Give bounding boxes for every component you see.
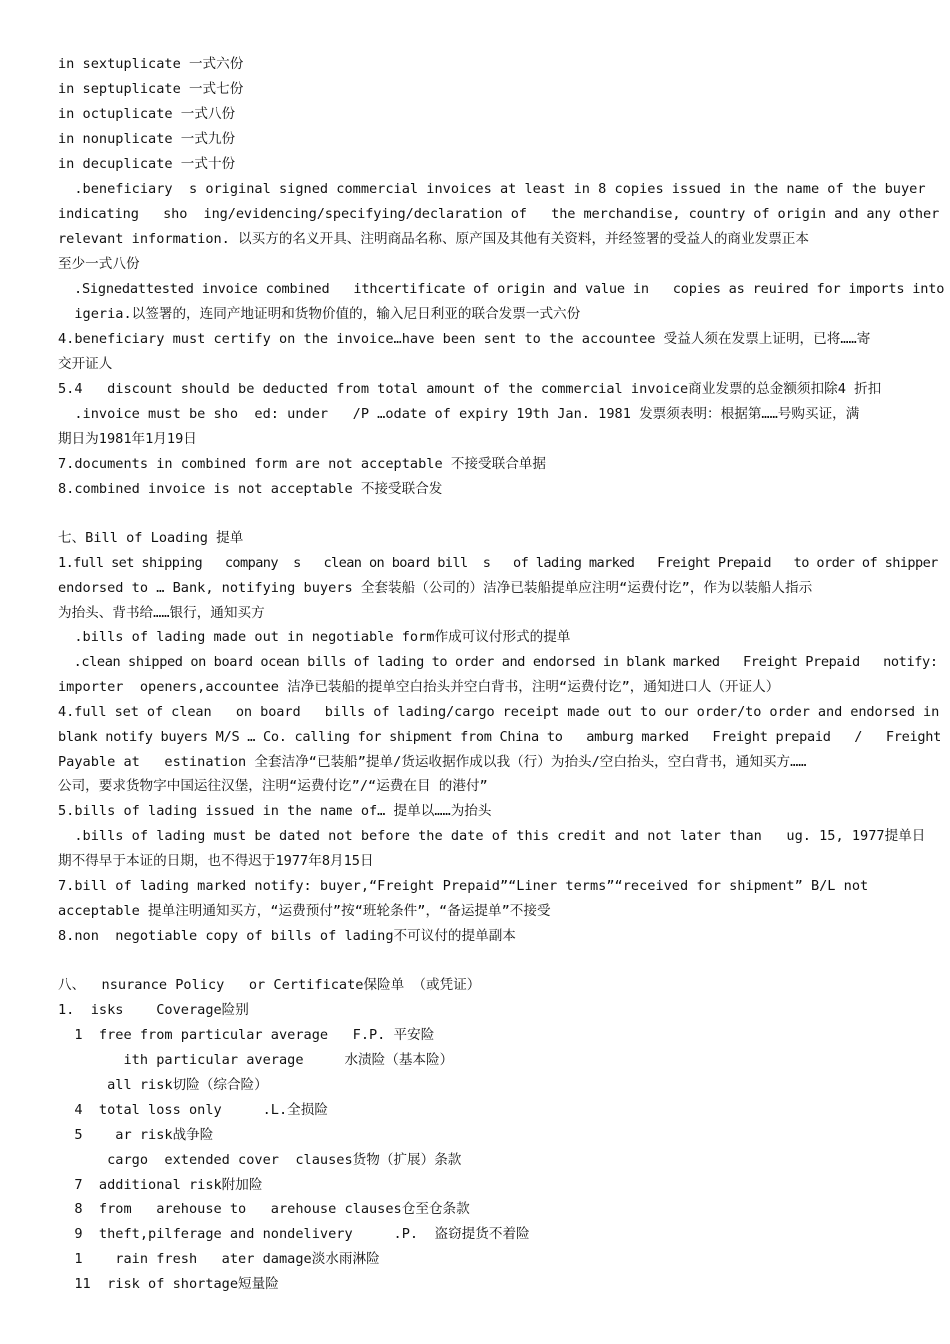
text-line: acceptable 提单注明通知买方，“运费预付”按“班轮条件”，“备运提单”不接受	[58, 903, 551, 919]
text-line: 至少一式八份	[58, 256, 140, 272]
text-line: 5.4 discount should be deducted from total amount of the commercial invoice商业发票的总金额须扣除4 折扣	[58, 381, 882, 397]
text-line: .invoice must be sho ed: under /P …odate of expiry 19th Jan. 1981 发票须表明：根据第……号购买证，满	[58, 406, 860, 422]
text-line: .bills of lading made out in negotiable form作成可议付形式的提单	[58, 629, 571, 645]
text-line: 4.beneficiary must certify on the invoice…have been sent to the accountee 受益人须在发票上证明，已将……寄	[58, 331, 871, 347]
text-line: 7.documents in combined form are not acceptable 不接受联合单据	[58, 456, 546, 472]
section-heading: 七、Bill of Loading 提单	[58, 530, 244, 546]
text-line: 7 additional risk附加险	[58, 1177, 263, 1193]
text-line: .Signedattested invoice combined ithcertificate of origin and value in copies as reuired for imports into	[58, 281, 945, 297]
text-line: in octuplicate 一式八份	[58, 106, 236, 122]
text-line: 为抬头、背书给……银行，通知买方	[58, 605, 265, 621]
text-line: indicating sho ing/evidencing/specifying/declaration of the merchandise, country of origin and any other	[58, 206, 940, 222]
text-line: ith particular average 水渍险（基本险）	[58, 1052, 454, 1068]
text-line: in nonuplicate 一式九份	[58, 131, 236, 147]
text-line: Payable at estination 全套洁净“已装船”提单/货运收据作成以我（行）为抬头/空白抬头，空白背书，通知买方……	[58, 754, 807, 770]
text-line: relevant information. 以买方的名义开具、注明商品名称、原产国及其他有关资料，并经签署的受益人的商业发票正本	[58, 231, 809, 247]
text-line: .bills of lading must be dated not before the date of this credit and not later than ug. 15, 1977提单日	[58, 828, 926, 844]
text-line: 期不得早于本证的日期，也不得迟于1977年8月15日	[58, 853, 374, 869]
text-line: .beneficiary s original signed commercial invoices at least in 8 copies issued in the name of the buyer	[58, 181, 926, 197]
text-line: importer openers,accountee 洁净已装船的提单空白抬头并空白背书，注明“运费付讫”，通知进口人（开证人）	[58, 679, 780, 695]
text-line: in decuplicate 一式十份	[58, 156, 236, 172]
text-line: cargo extended cover clauses货物（扩展）条款	[58, 1152, 462, 1168]
text-line: endorsed to … Bank, notifying buyers 全套装船（公司的）洁净已装船提单应注明“运费付讫”，作为以装船人指示	[58, 580, 813, 596]
text-line: 4 total loss only .L.全损险	[58, 1102, 328, 1118]
text-line: 5 ar risk战争险	[58, 1127, 214, 1143]
text-line: all risk切险（综合险）	[58, 1077, 268, 1093]
text-line: 11 risk of shortage短量险	[58, 1276, 279, 1292]
section-heading: 八、 nsurance Policy or Certificate保险单 （或凭证）	[58, 977, 481, 993]
text-line: 1. isks Coverage险别	[58, 1002, 249, 1018]
text-line: 9 theft,pilferage and nondelivery .P. 盗窃提货不着险	[58, 1226, 530, 1242]
text-line: blank notify buyers M/S … Co. calling for shipment from China to amburg marked Freight prepaid / Freight	[58, 729, 942, 745]
text-line: 1.full set shipping company s clean on board bill s of lading marked Freight Prepaid to order of shipper	[58, 555, 938, 571]
text-line: 7.bill of lading marked notify: buyer,“Freight Prepaid”“Liner terms”“received for shipment” B/L not	[58, 878, 869, 894]
text-line: in septuplicate 一式七份	[58, 81, 244, 97]
text-line: .clean shipped on board ocean bills of lading to order and endorsed in blank marked Freight Prepaid notify:	[58, 654, 938, 670]
text-line: in sextuplicate 一式六份	[58, 56, 244, 72]
text-line: 5.bills of lading issued in the name of… 提单以……为抬头	[58, 803, 492, 819]
text-line: 交开证人	[58, 356, 113, 372]
text-line: 4.full set of clean on board bills of lading/cargo receipt made out to our order/to order and endorsed in	[58, 704, 940, 720]
text-line: 8 from arehouse to arehouse clauses仓至仓条款	[58, 1201, 470, 1217]
text-line: 1 rain fresh ater damage淡水雨淋险	[58, 1251, 380, 1267]
text-line: 8.combined invoice is not acceptable 不接受联合发	[58, 481, 443, 497]
text-line: 8.non negotiable copy of bills of lading不可议付的提单副本	[58, 928, 516, 944]
text-line: 期日为1981年1月19日	[58, 431, 197, 447]
text-line: 1 free from particular average F.P. 平安险	[58, 1027, 435, 1043]
text-line: igeria.以签署的，连同产地证明和货物价值的，输入尼日利亚的联合发票一式六份	[58, 306, 581, 322]
text-line: 公司，要求货物字中国运往汉堡，注明“运费付讫”/“运费在目 的港付”	[58, 778, 488, 794]
